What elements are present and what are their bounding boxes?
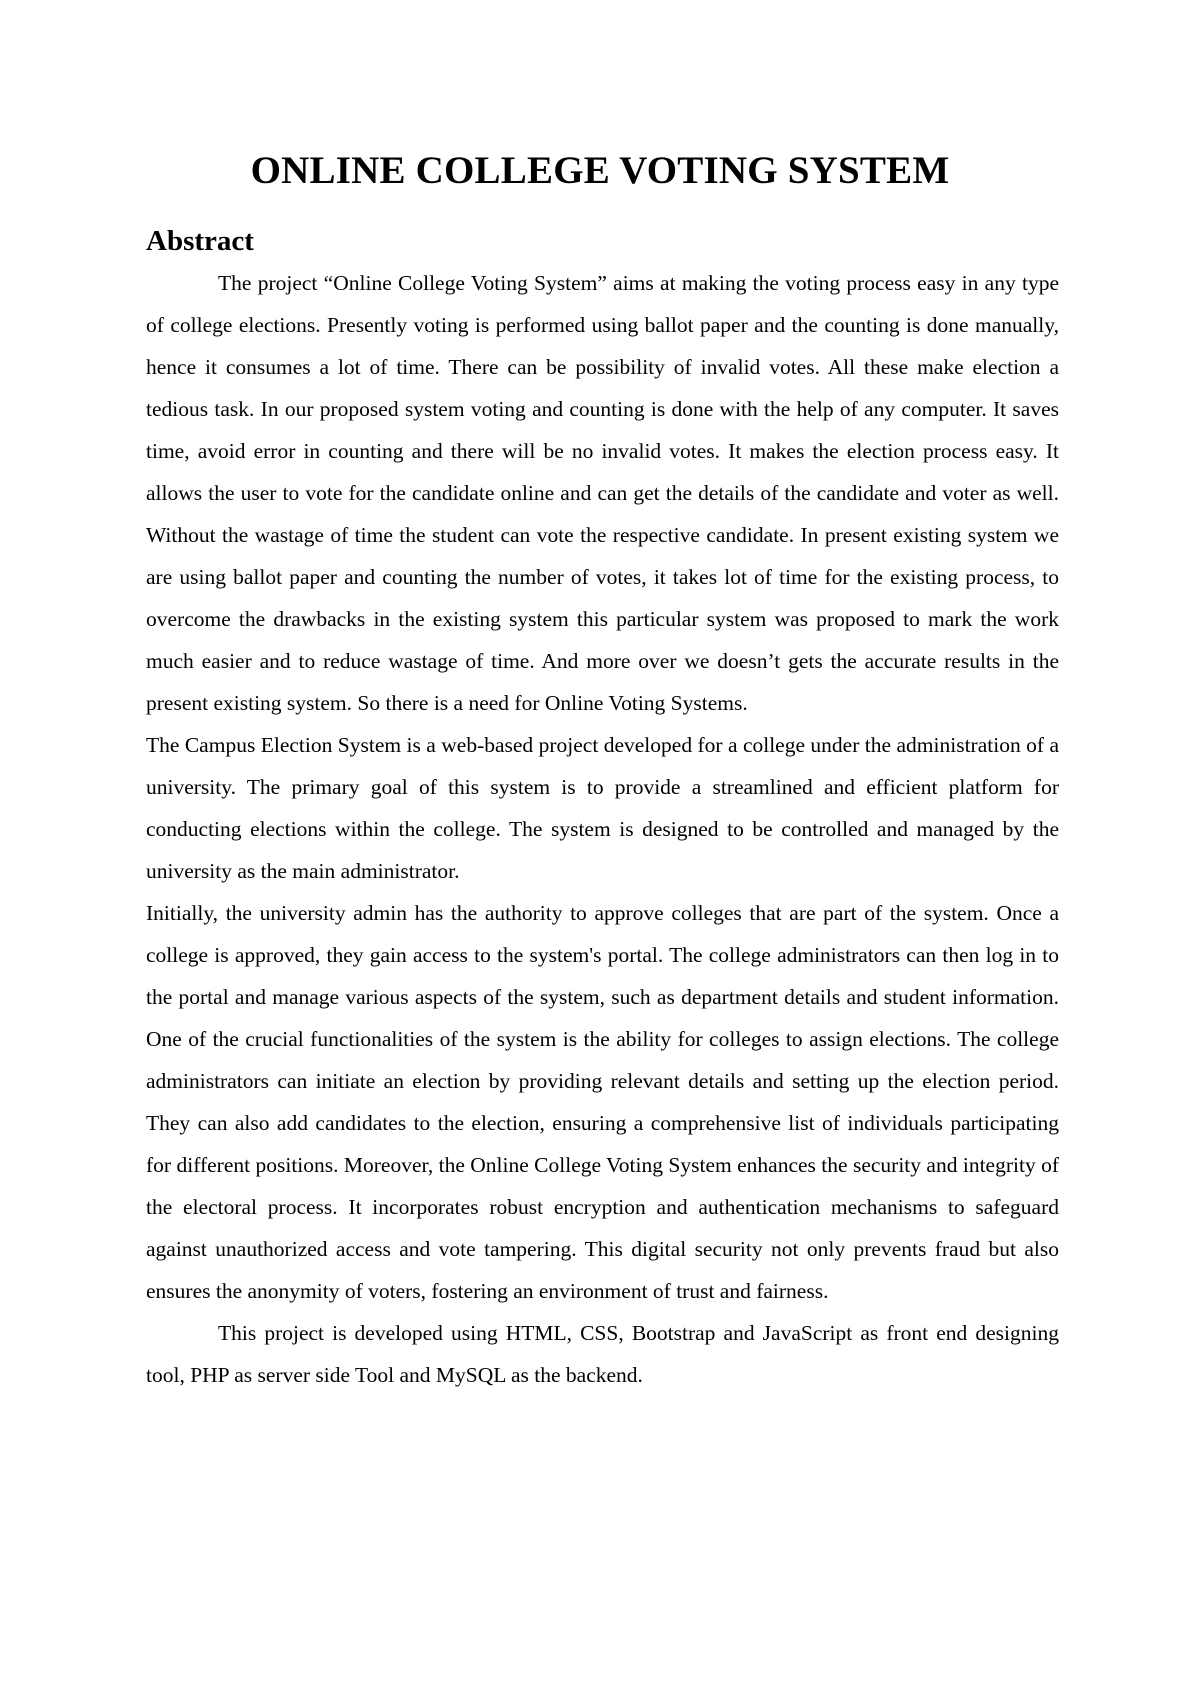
abstract-heading: Abstract (146, 225, 254, 257)
paragraph-intro: The project “Online College Voting System” aims at making the voting process easy in any type of college elections. Presently voting is performed using ballot paper and the counting is done manually, hence it consumes a lot of time. There can be possibility of invalid votes. All these make election a tedious task. In our proposed system voting and counting is done with the help of any computer. It saves time, avoid error in counting and there will be no invalid votes. It makes the election process easy. It allows the user to vote for the candidate online and can get the details of the candidate and voter as well. Without the wastage of time the student can vote the respective candidate. In present existing system we are using ballot paper and counting the number of votes, it takes lot of time for the existing process, to overcome the drawbacks in the existing system this particular system was proposed to mark the work much easier and to reduce wastage of time. And more over we doesn’t gets the accurate results in the present existing system. So there is a need for Online Voting Systems. (146, 271, 1059, 715)
document-title: ONLINE COLLEGE VOTING SYSTEM (250, 149, 950, 192)
paragraph-campus-election: The Campus Election System is a web-based project developed for a college under the administration of a university. The primary goal of this system is to provide a streamlined and efficient platform for conducting elections within the college. The system is designed to be controlled and managed by the university as the main administrator. (146, 733, 1059, 883)
abstract-body (146, 262, 1059, 1396)
paragraph-technologies: This project is developed using HTML, CSS, Bootstrap and JavaScript as front end designing tool, PHP as server side Tool and MySQL as the backend. (146, 1321, 1059, 1387)
paragraph-admin-functions: Initially, the university admin has the authority to approve colleges that are part of the system. Once a college is approved, they gain access to the system's portal. The college administrators can then log in to the portal and manage various aspects of the system, such as department details and student information. One of the crucial functionalities of the system is the ability for colleges to assign elections. The college administrators can initiate an election by providing relevant details and setting up the election period. They can also add candidates to the election, ensuring a comprehensive list of individuals participating for different positions. Moreover, the Online College Voting System enhances the security and integrity of the electoral process. It incorporates robust encryption and authentication mechanisms to safeguard against unauthorized access and vote tampering. This digital security not only prevents fraud but also ensures the anonymity of voters, fostering an environment of trust and fairness. (146, 901, 1059, 1303)
